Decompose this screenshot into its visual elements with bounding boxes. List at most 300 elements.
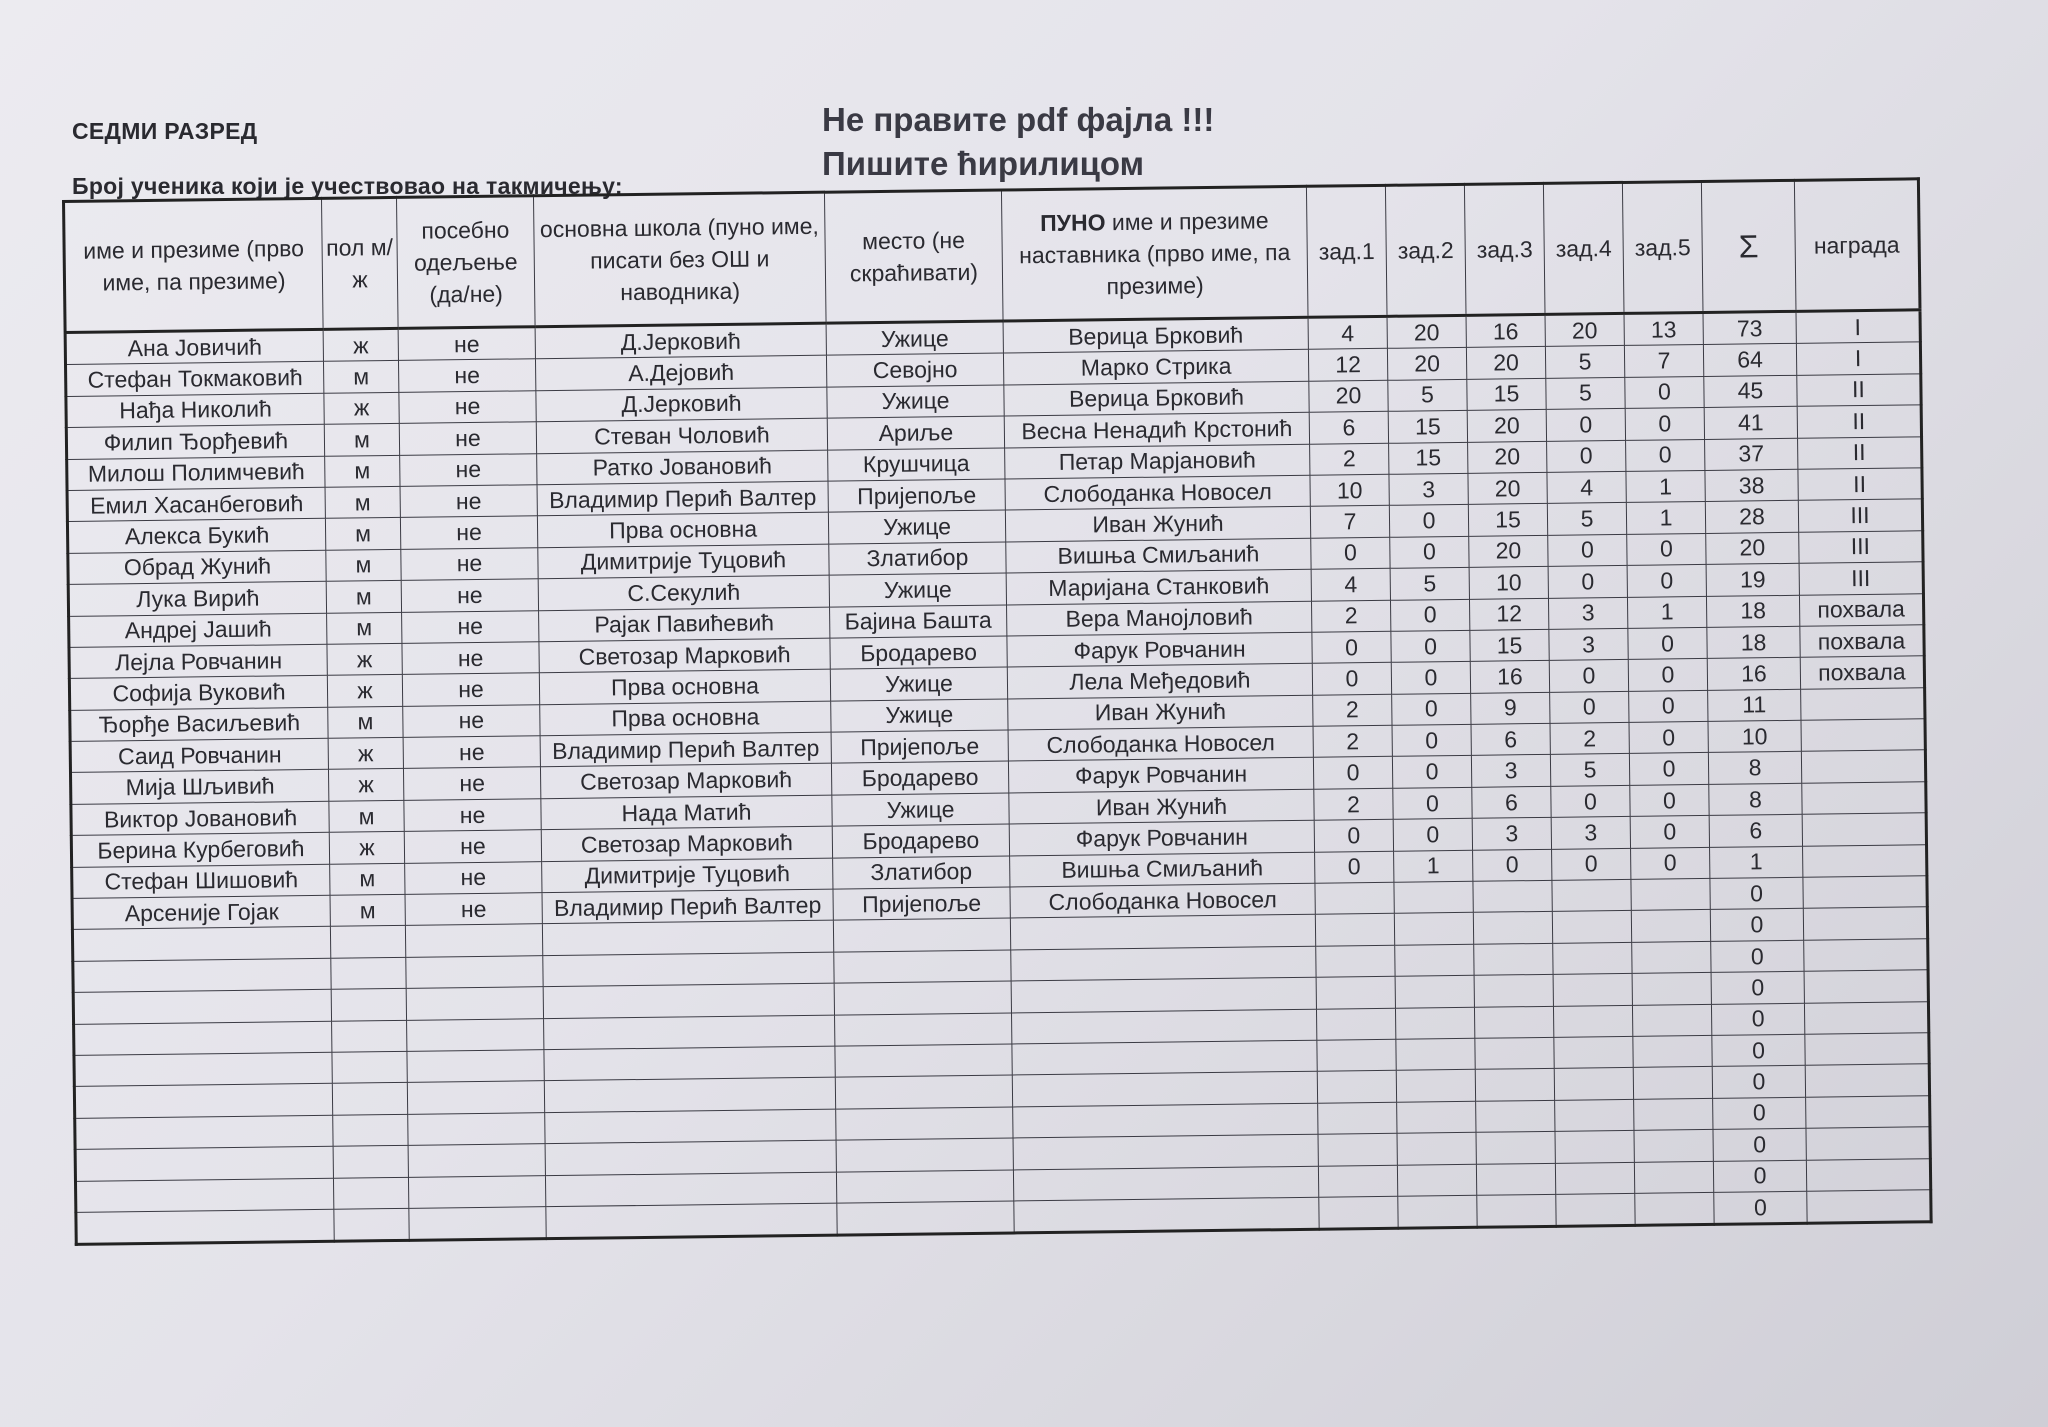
cell-special: не: [404, 799, 541, 832]
cell-name: Милош Полимчевић: [67, 456, 325, 491]
cell-special: не: [403, 704, 540, 737]
cell-sum: 6: [1709, 815, 1802, 848]
cell-z4: 0: [1546, 409, 1625, 441]
cell-z5: [1632, 941, 1711, 973]
cell-name: Филип Ђорђевић: [66, 424, 324, 459]
cell-special: не: [403, 736, 540, 769]
cell-award: II: [1798, 468, 1922, 501]
header-left: [72, 118, 623, 200]
cell-z1: 12: [1308, 349, 1387, 381]
cell-sex: м: [326, 581, 401, 613]
cell-z2: 15: [1388, 411, 1467, 443]
cell-z5: 0: [1628, 627, 1707, 659]
cell-name: [75, 1146, 333, 1181]
cell-z4: 0: [1547, 440, 1626, 472]
cell-z5: 0: [1629, 690, 1708, 722]
cell-name: Мија Шљивић: [70, 770, 328, 805]
cell-school: [543, 983, 834, 1018]
cell-z4: 2: [1550, 722, 1629, 754]
cell-place: Ужице: [826, 321, 1003, 356]
header-note: [822, 98, 1214, 186]
cell-school: Светозар Марковић: [539, 638, 830, 673]
cell-teacher: Фарук Ровчанин: [1007, 632, 1312, 667]
cell-school: Прва основна: [539, 669, 830, 704]
cell-school: Владимир Перић Валтер: [540, 732, 831, 767]
cell-z3: 20: [1466, 347, 1545, 379]
cell-special: не: [402, 673, 539, 706]
cell-z3: 20: [1467, 410, 1546, 442]
cell-z4: [1553, 942, 1632, 974]
cell-award: I: [1796, 310, 1920, 344]
cell-teacher: Вишња Смиљанић: [1010, 852, 1315, 887]
cell-z2: [1395, 1007, 1474, 1039]
cell-place: Бродарево: [831, 761, 1008, 795]
cell-z4: 3: [1551, 817, 1630, 849]
table-header-row: [64, 179, 1920, 333]
cell-z5: 1: [1626, 470, 1705, 502]
cell-z5: [1633, 1067, 1712, 1099]
col-z2-header: зад.2: [1385, 184, 1466, 316]
cell-award: [1806, 1127, 1930, 1160]
cell-z4: [1555, 1131, 1634, 1163]
cell-award: [1805, 1033, 1929, 1066]
cell-place: Пријепоље: [831, 730, 1008, 764]
col-sex-header: пол м/ж: [321, 197, 398, 329]
cell-special: не: [402, 610, 539, 643]
cell-sum: 0: [1711, 1003, 1804, 1036]
cell-z3: [1473, 880, 1552, 912]
cell-sex: м: [326, 549, 401, 581]
cell-place: Бродарево: [832, 824, 1009, 858]
cell-sex: [331, 989, 406, 1021]
cell-teacher: Иван Жунић: [1005, 507, 1310, 542]
cell-name: Ђорђе Васиљевић: [70, 707, 328, 742]
cell-place: Севојно: [826, 353, 1003, 387]
cell-z2: [1396, 1038, 1475, 1070]
cell-special: не: [400, 485, 537, 518]
cell-special: не: [400, 453, 537, 486]
cell-z4: 0: [1549, 660, 1628, 692]
cell-z5: 0: [1627, 565, 1706, 597]
cell-z2: 0: [1391, 630, 1470, 662]
cell-z5: 0: [1627, 533, 1706, 565]
cell-sum: 0: [1710, 877, 1803, 910]
cell-award: [1806, 1096, 1930, 1129]
cell-z1: 0: [1314, 820, 1393, 852]
cell-name: [73, 958, 331, 993]
cell-award: [1804, 939, 1928, 972]
cell-z4: [1552, 879, 1631, 911]
cell-z2: 0: [1390, 599, 1469, 631]
cell-name: Берина Курбеговић: [71, 833, 329, 868]
cell-z2: 5: [1388, 379, 1467, 411]
cell-special: [409, 1207, 546, 1241]
col-place-header: место (не скраћивати): [824, 190, 1003, 323]
cell-z3: 3: [1471, 755, 1550, 787]
cell-place: Бродарево: [830, 636, 1007, 670]
cell-special: [407, 1050, 544, 1083]
cell-z2: 0: [1392, 724, 1471, 756]
cell-place: [834, 981, 1011, 1015]
cell-name: [75, 1115, 333, 1150]
cell-z3: 15: [1470, 629, 1549, 661]
cell-sex: м: [327, 612, 402, 644]
cell-place: Ужице: [830, 667, 1007, 701]
cell-name: [74, 1084, 332, 1119]
cell-z5: 0: [1630, 784, 1709, 816]
cell-z5: [1634, 1161, 1713, 1193]
cell-award: [1806, 1158, 1930, 1191]
cell-teacher: Лела Међедовић: [1007, 664, 1312, 699]
cell-sex: м: [325, 486, 400, 518]
cell-teacher: Слободанка Новосел: [1005, 475, 1310, 510]
cell-school: Светозар Марковић: [540, 764, 831, 799]
cell-z1: [1317, 1071, 1396, 1103]
cell-z2: [1397, 1101, 1476, 1133]
cell-special: [406, 987, 543, 1020]
cell-teacher: Весна Ненадић Крстонић: [1004, 412, 1309, 447]
cell-z2: [1397, 1132, 1476, 1164]
cell-sum: 45: [1704, 375, 1797, 408]
cell-teacher: Вишња Смиљанић: [1006, 538, 1311, 573]
cell-z1: 0: [1312, 631, 1391, 663]
col-award-header: награда: [1794, 179, 1920, 312]
cell-award: похвала: [1800, 656, 1924, 689]
cell-school: [544, 1046, 835, 1081]
cell-z2: 5: [1390, 567, 1469, 599]
cell-school: [544, 1077, 835, 1112]
cell-school: [542, 921, 833, 956]
cell-sum: 41: [1704, 406, 1797, 439]
cell-z5: 0: [1631, 847, 1710, 879]
cell-teacher: Иван Жунић: [1009, 789, 1314, 824]
cell-sum: 18: [1707, 626, 1800, 659]
cell-teacher: Маријана Станковић: [1006, 569, 1311, 604]
cell-name: Емил Хасанбеговић: [67, 487, 325, 522]
cell-school: Нада Матић: [541, 795, 832, 830]
cell-z2: 0: [1392, 756, 1471, 788]
cell-z1: [1318, 1133, 1397, 1165]
cell-z2: 0: [1393, 819, 1472, 851]
cell-place: [836, 1138, 1013, 1172]
cell-name: Алекса Букић: [67, 519, 325, 554]
cell-z1: 6: [1309, 411, 1388, 443]
cell-school: [544, 1015, 835, 1050]
cell-award: II: [1798, 436, 1922, 469]
cell-z1: [1315, 882, 1394, 914]
cell-award: [1803, 907, 1927, 940]
cell-award: II: [1797, 374, 1921, 407]
cell-z5: 0: [1630, 816, 1709, 848]
cell-school: [545, 1172, 836, 1207]
cell-z3: 15: [1468, 504, 1547, 536]
cell-special: не: [405, 861, 542, 894]
cell-special: не: [404, 830, 541, 863]
cell-z5: 1: [1626, 502, 1705, 534]
col-z4-header: зад.4: [1543, 182, 1624, 314]
cell-name: Софија Вуковић: [69, 676, 327, 711]
cell-name: [72, 927, 330, 962]
cell-special: [408, 1112, 545, 1145]
cell-sum: 8: [1708, 752, 1801, 785]
cell-sex: ж: [327, 675, 402, 707]
cell-z5: [1631, 910, 1710, 942]
cell-name: Ана Јовичић: [65, 329, 323, 365]
cell-sum: 38: [1705, 469, 1798, 502]
cell-z1: [1318, 1102, 1397, 1134]
cell-award: [1802, 813, 1926, 846]
cell-z3: 16: [1470, 661, 1549, 693]
cell-z5: 7: [1624, 345, 1703, 377]
cell-sum: 0: [1713, 1128, 1806, 1161]
cell-sum: 10: [1708, 720, 1801, 753]
cell-award: [1803, 844, 1927, 877]
cell-place: Крушчица: [828, 448, 1005, 482]
cell-teacher: [1012, 1040, 1317, 1075]
cell-school: Владимир Перић Валтер: [542, 889, 833, 924]
cell-award: [1807, 1190, 1931, 1224]
cell-z3: [1476, 1163, 1555, 1195]
cell-place: Пријепоље: [828, 479, 1005, 513]
cell-z4: 5: [1546, 377, 1625, 409]
cell-special: [407, 1018, 544, 1051]
cell-sum: 11: [1708, 689, 1801, 722]
cell-sex: м: [328, 706, 403, 738]
cell-special: [408, 1144, 545, 1177]
cell-teacher: Марко Стрика: [1003, 350, 1308, 385]
cell-award: [1801, 750, 1925, 783]
cell-z2: 15: [1389, 442, 1468, 474]
col-name-header: име и презиме (прво име, па презиме): [64, 198, 324, 332]
cell-sum: 0: [1710, 909, 1803, 942]
cell-z5: 0: [1625, 408, 1704, 440]
cell-z2: 20: [1387, 348, 1466, 380]
cell-sex: ж: [328, 737, 403, 769]
cell-sum: 18: [1706, 595, 1799, 628]
cell-z3: 20: [1468, 472, 1547, 504]
cell-z2: [1395, 944, 1474, 976]
cell-z3: [1474, 975, 1553, 1007]
cell-z1: 0: [1312, 663, 1391, 695]
cell-special: не: [402, 642, 539, 675]
cell-z4: 5: [1547, 503, 1626, 535]
results-table: [62, 177, 1933, 1246]
cell-place: Ужице: [829, 573, 1006, 607]
cell-award: I: [1796, 342, 1920, 375]
cell-award: похвала: [1800, 625, 1924, 658]
cell-z5: 0: [1629, 753, 1708, 785]
cell-school: [543, 952, 834, 987]
cell-sex: ж: [324, 392, 399, 424]
cell-z1: [1316, 1008, 1395, 1040]
cell-school: С.Секулић: [538, 575, 829, 610]
cell-award: [1805, 1064, 1929, 1097]
cell-z2: 0: [1392, 693, 1471, 725]
cell-z5: 13: [1624, 312, 1703, 345]
cell-z4: 0: [1550, 691, 1629, 723]
cell-sum: 0: [1713, 1097, 1806, 1130]
cell-name: Обрад Жунић: [68, 550, 326, 585]
cell-teacher: Слободанка Новосел: [1008, 726, 1313, 761]
cell-place: [837, 1201, 1014, 1236]
cell-place: [835, 1013, 1012, 1047]
cell-z4: [1552, 911, 1631, 943]
cell-school: Прва основна: [540, 701, 831, 736]
col-school-header: основна школа (пуно име, писати без ОШ и наводника): [533, 192, 826, 327]
cell-z2: 3: [1389, 473, 1468, 505]
cell-z2: 0: [1389, 505, 1468, 537]
cell-z3: [1476, 1100, 1555, 1132]
cell-name: Виктор Јовановић: [71, 801, 329, 836]
cell-award: II: [1797, 405, 1921, 438]
cell-sex: м: [324, 424, 399, 456]
cell-z4: 3: [1549, 628, 1628, 660]
cell-teacher: Фарук Ровчанин: [1008, 758, 1313, 793]
cell-teacher: Иван Жунић: [1008, 695, 1313, 730]
cell-special: не: [401, 579, 538, 612]
cell-z2: 0: [1390, 536, 1469, 568]
cell-special: не: [405, 893, 542, 926]
cell-z5: [1635, 1192, 1714, 1225]
cell-z4: [1553, 974, 1632, 1006]
cell-teacher: [1011, 977, 1316, 1012]
cell-special: не: [401, 547, 538, 580]
cell-z1: 2: [1313, 694, 1392, 726]
cell-sum: 0: [1711, 940, 1804, 973]
cell-z1: [1319, 1196, 1398, 1229]
cell-school: Рајак Павићевић: [539, 607, 830, 642]
cell-name: Стефан Токмаковић: [66, 362, 324, 397]
cell-sex: [334, 1208, 409, 1241]
cell-z4: [1556, 1193, 1635, 1226]
col-teacher-header: [1001, 186, 1308, 321]
cell-sum: 1: [1710, 846, 1803, 879]
cell-z5: 1: [1627, 596, 1706, 628]
cell-teacher: Верица Брковић: [1004, 381, 1309, 416]
cell-name: Андреј Јашић: [69, 613, 327, 648]
cell-school: Д.Јерковић: [536, 387, 827, 422]
cell-z3: [1477, 1194, 1556, 1227]
cell-z3: [1474, 1006, 1553, 1038]
cell-z5: 0: [1628, 659, 1707, 691]
cell-z2: [1394, 881, 1473, 913]
cell-special: не: [399, 422, 536, 455]
cell-z2: 0: [1391, 662, 1470, 694]
cell-place: [836, 1107, 1013, 1141]
cell-z1: 2: [1310, 443, 1389, 475]
cell-sex: ж: [328, 769, 403, 801]
cell-sum: 0: [1712, 1066, 1805, 1099]
cell-z4: 5: [1545, 346, 1624, 378]
cell-z5: [1632, 1004, 1711, 1036]
cell-z2: 20: [1387, 315, 1466, 348]
cell-name: Лејла Ровчанин: [69, 644, 327, 679]
cell-teacher: Верица Брковић: [1003, 317, 1308, 353]
cell-place: Ариље: [827, 416, 1004, 450]
cell-name: Саид Ровчанин: [70, 738, 328, 773]
cell-z3: [1476, 1131, 1555, 1163]
cell-z3: 20: [1468, 441, 1547, 473]
cell-place: [835, 1075, 1012, 1109]
cell-z4: [1553, 1005, 1632, 1037]
cell-sum: 0: [1712, 1034, 1805, 1067]
cell-award: [1802, 782, 1926, 815]
cell-name: Нађа Николић: [66, 393, 324, 428]
cell-school: [546, 1203, 837, 1239]
cell-school: А.Дејовић: [535, 356, 826, 391]
cell-z3: 6: [1472, 786, 1551, 818]
cell-z4: 20: [1545, 313, 1624, 346]
teacher-header-rest: име и презиме наставника (прво име, па презиме): [1019, 207, 1291, 300]
cell-z1: [1318, 1165, 1397, 1197]
cell-sex: [333, 1114, 408, 1146]
cell-name: [74, 1021, 332, 1056]
cell-z4: [1555, 1162, 1634, 1194]
cell-school: Ратко Јовановић: [537, 450, 828, 485]
cell-sum: 37: [1705, 438, 1798, 471]
cell-z2: [1394, 913, 1473, 945]
cell-place: Златибор: [833, 856, 1010, 890]
cell-place: Бајина Башта: [830, 605, 1007, 639]
cell-school: Прва основна: [537, 513, 828, 548]
cell-z3: 12: [1469, 598, 1548, 630]
cell-z1: 2: [1311, 600, 1390, 632]
cell-z4: [1554, 1068, 1633, 1100]
cell-sum: 0: [1714, 1191, 1807, 1225]
cell-sex: [331, 957, 406, 989]
cell-special: [408, 1175, 545, 1208]
cell-special: [407, 1081, 544, 1114]
cell-name: [76, 1209, 334, 1245]
teacher-header-bold: ПУНО: [1040, 209, 1106, 237]
cell-z1: [1317, 1039, 1396, 1071]
participants-label: Број ученика који је учествовао на такмичењу:: [72, 173, 623, 199]
cell-place: Ужице: [828, 510, 1005, 544]
cell-z3: [1475, 1037, 1554, 1069]
cell-z4: 3: [1548, 597, 1627, 629]
cell-z4: [1554, 1036, 1633, 1068]
cell-sum: 16: [1707, 658, 1800, 691]
cell-place: Ужице: [831, 699, 1008, 733]
cell-award: III: [1799, 562, 1923, 595]
cell-sex: ж: [327, 643, 402, 675]
cell-special: не: [400, 516, 537, 549]
cell-sum: 64: [1703, 344, 1796, 377]
cell-school: Димитрије Туцовић: [542, 858, 833, 893]
cell-z5: 0: [1625, 376, 1704, 408]
cell-name: [75, 1178, 333, 1213]
cell-z1: 4: [1311, 568, 1390, 600]
cell-z5: [1634, 1098, 1713, 1130]
cell-name: [73, 989, 331, 1024]
cell-name: Лука Вирић: [68, 581, 326, 616]
cell-teacher: Фарук Ровчанин: [1009, 820, 1314, 855]
cell-sex: м: [330, 894, 405, 926]
col-sum-header: Σ: [1701, 180, 1796, 312]
cell-place: Ужице: [827, 385, 1004, 419]
cell-award: [1804, 970, 1928, 1003]
cell-award: [1804, 1001, 1928, 1034]
cell-sum: 20: [1706, 532, 1799, 565]
cell-name: Стефан Шишовић: [72, 864, 330, 899]
cell-sex: м: [330, 863, 405, 895]
col-z1-header: зад.1: [1306, 185, 1387, 317]
cell-special: не: [399, 391, 536, 424]
cell-sex: м: [325, 518, 400, 550]
cell-z3: 0: [1473, 849, 1552, 881]
cell-award: [1801, 719, 1925, 752]
cell-z1: 2: [1313, 725, 1392, 757]
